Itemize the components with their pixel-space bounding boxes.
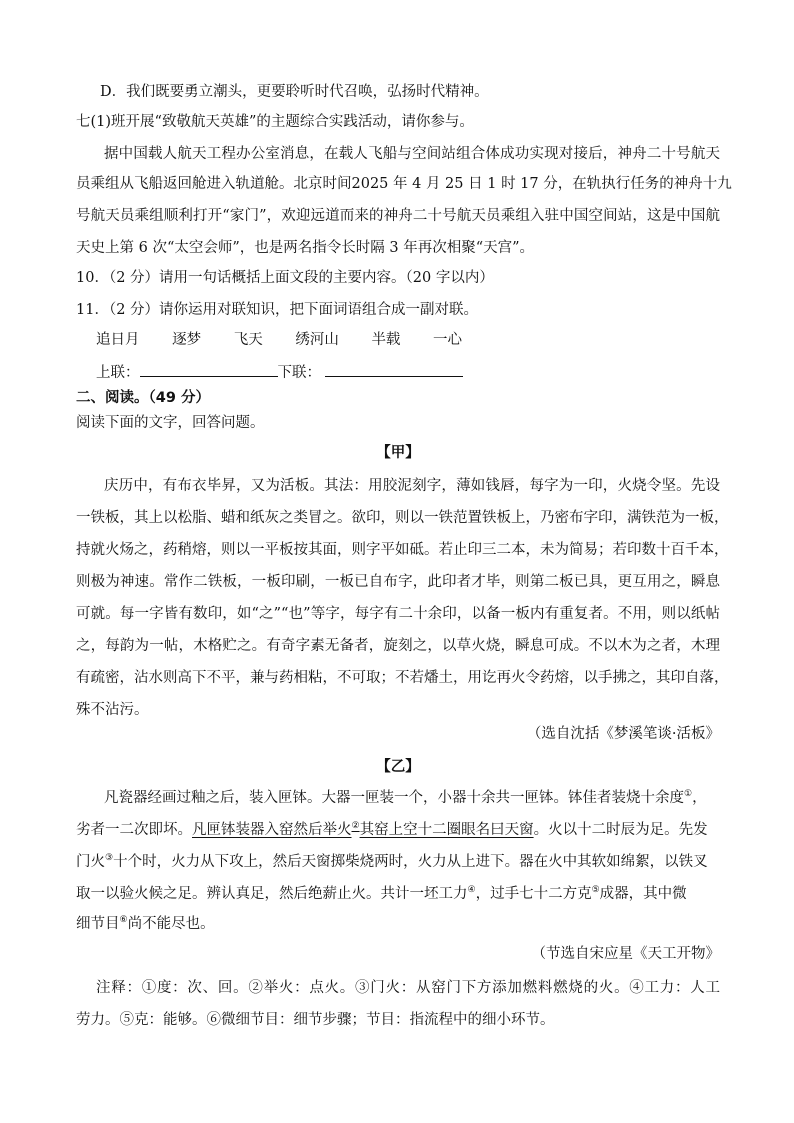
option-d: D．我们既要勇立潮头，更要聆听时代召唤，弘扬时代精神。	[100, 84, 489, 100]
yi-text: 细节目	[76, 916, 120, 932]
yi-line	[76, 914, 720, 934]
note-marker: ②	[351, 821, 360, 832]
couplet-answer-row	[96, 362, 740, 383]
lower-couplet-label: 下联：	[277, 365, 321, 381]
yi-text: 凡瓷器经画过釉之后，装入匣钵。大器一匣装一个，小器十余共一匣钵。钵佳者装烧十余度	[104, 790, 684, 806]
yi-line	[76, 788, 720, 808]
word-item: 绣河山	[295, 332, 339, 348]
jia-line: 殊不沾污。	[76, 702, 149, 718]
yi-text: ，过手七十二方克	[475, 886, 592, 902]
yi-text: 门火	[76, 854, 105, 870]
word-item: 飞天	[233, 332, 263, 348]
couplet-word-list	[96, 330, 740, 350]
upper-couplet-label: 上联：	[96, 365, 140, 381]
note-marker: ④	[467, 885, 476, 896]
note-marker: ⑤	[591, 885, 600, 896]
passage-heading-jia: 【甲】	[376, 445, 420, 461]
yi-text: 。火以十二时辰为足。先发	[533, 822, 708, 838]
yi-line	[76, 884, 720, 904]
jia-line: 之，每韵为一帖，木格贮之。有奇字素无备者，旋刻之，以草火烧，瞬息可成。不以木为之者，木理	[76, 638, 720, 654]
passage-line: 员乘组从飞船返回舱进入轨道舱。北京时间2025 年 4 月 25 日 1 时 17 分，在轨执行任务的神舟十九	[76, 176, 732, 192]
reading-instruction: 阅读下面的文字，回答问题。	[76, 415, 265, 431]
yi-text: 成器，其中微	[599, 886, 687, 902]
jia-source: （选自沈括《梦溪笔谈·活板》	[526, 726, 720, 742]
yi-text: 取一以验火候之足。辨认真足，然后绝薪止火。共计一坯工力	[76, 886, 468, 902]
notes-line: 劳力。⑤克：能够。⑥微细节目：细节步骤；节目：指流程中的细小环节。	[76, 1012, 555, 1028]
passage-line: 据中国载人航天工程办公室消息，在载人飞船与空间站组合体成功实现对接后，神舟二十号航天	[104, 146, 720, 162]
word-item: 追日月	[96, 332, 140, 348]
activity-intro: 七(1)班开展“致敬航天英雄”的主题综合实践活动，请你参与。	[76, 114, 474, 130]
note-marker: ⑥	[119, 915, 128, 926]
yi-line	[76, 852, 720, 872]
notes-line: 注释：①度：次、回。②举火：点火。③门火：从窑门下方添加燃料燃烧的火。④工力：人工	[96, 980, 720, 996]
note-marker: ③	[105, 853, 114, 864]
jia-line: 庆历中，有布衣毕昇，又为活板。其法：用胶泥刻字，薄如钱唇，每字为一印，火烧令坚。先设	[104, 478, 720, 494]
passage-line: 天史上第 6 次“太空会师”，也是两名指令长时隔 3 年再次相聚“天宫”。	[76, 240, 535, 256]
jia-line: 可就。每一字皆有数印，如“之”“也”等字，每字有二十余印，以备一板内有重复者。不用，则以纸帖	[76, 606, 720, 622]
underlined-sentence: 凡匣钵装器入窑然后举火	[192, 822, 352, 838]
lower-couplet-blank[interactable]	[325, 362, 463, 377]
passage-line: 号航天员乘组顺利打开“家门”，欢迎远道而来的神舟二十号航天员乘组入驻中国空间站，这是中国航	[76, 208, 720, 224]
yi-text: 尚不能尽也。	[127, 916, 215, 932]
jia-line: 有疏密，沾水则高下不平，兼与药相粘，不可取；不若燔土，用讫再火令药熔，以手拂之，其印自落，	[76, 670, 729, 686]
word-item: 逐梦	[172, 332, 202, 348]
upper-couplet-blank[interactable]	[140, 362, 278, 377]
yi-source: （节选自宋应星《天工开物》	[531, 946, 720, 962]
jia-line: 持就火炀之，药稍熔，则以一平板按其面，则字平如砥。若止印三二本，未为简易；若印数十百千本，	[76, 542, 729, 558]
underlined-sentence: 其窑上空十二圈眼名曰天窗	[359, 822, 534, 838]
yi-text: ，	[692, 790, 707, 806]
section-title: 二、阅读。（49 分）	[76, 390, 210, 406]
note-marker: ①	[684, 789, 693, 800]
question-10: 10．（2 分）请用一句话概括上面文段的主要内容。（20 字以内）	[76, 270, 494, 286]
jia-line: 一铁板，其上以松脂、蜡和纸灰之类冒之。欲印，则以一铁范置铁板上，乃密布字印，满铁范为一板，	[76, 510, 729, 526]
yi-line	[76, 820, 720, 840]
yi-text: 十个时，火力从下攻上，然后天窗掷柴烧两时，火力从上进下。器在火中其软如绵絮，以铁叉	[113, 854, 708, 870]
word-item: 半载	[371, 332, 401, 348]
jia-line: 则极为神速。常作二铁板，一板印刷，一板已自布字，此印者才毕，则第二板已具，更互用之，瞬息	[76, 574, 720, 590]
question-11: 11．（2 分）请你运用对联知识，把下面词语组合成一副对联。	[76, 302, 479, 318]
yi-text: 劣者一二次即坏。	[76, 822, 192, 838]
word-item: 一心	[433, 332, 463, 348]
passage-heading-yi: 【乙】	[376, 759, 420, 775]
